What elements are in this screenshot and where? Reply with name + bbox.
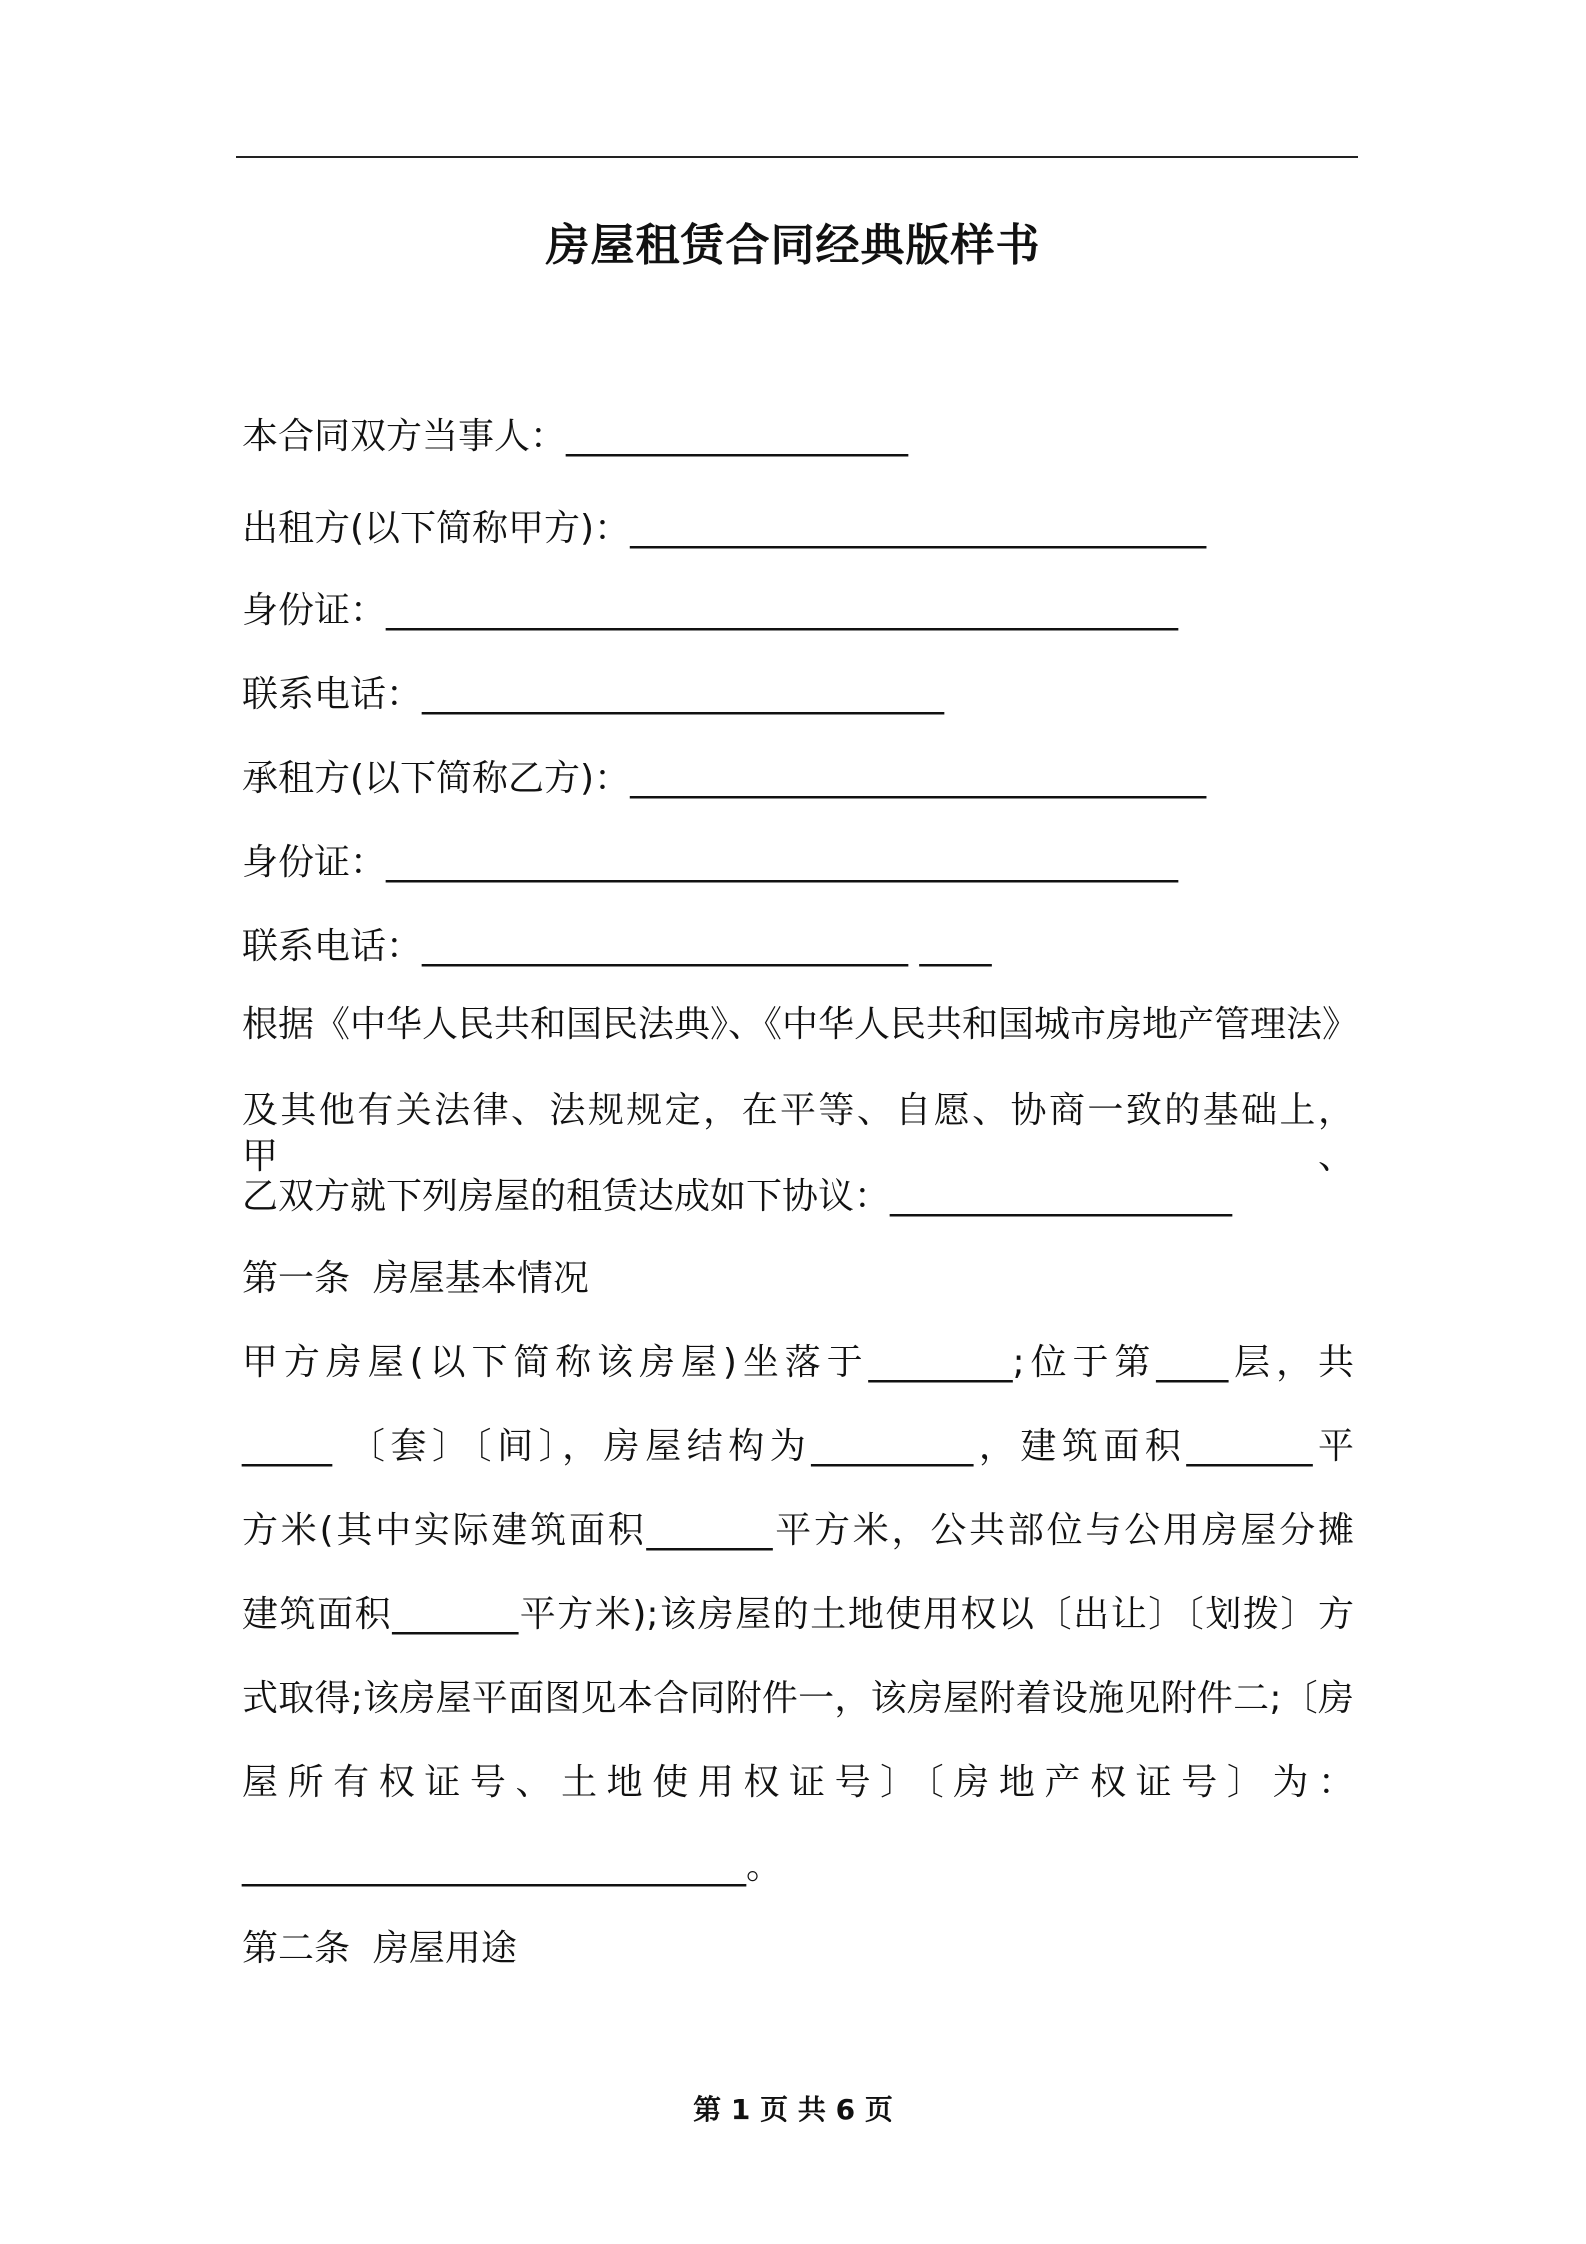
lessor-id-line: 身份证：____________________________________________: [242, 590, 1179, 631]
page-number: 第 1 页 共 6 页: [693, 2093, 893, 2126]
header-rule: [236, 156, 1358, 158]
article-1-body-line: 方米(其中实际建筑面积_______平方米，公共部位与公用房屋分摊: [242, 1510, 1354, 1551]
preamble-line: 根据《中华人民共和国民法典》、《中华人民共和国城市房地产管理法》: [242, 1004, 1359, 1045]
article-1-body-line: ____________________________。: [242, 1846, 782, 1887]
lessor-line: 出租方(以下简称甲方)：________________________________: [242, 508, 1207, 549]
article-1-body-line: 屋所有权证号、土地使用权证号〕〔房地产权证号〕为：: [242, 1762, 1354, 1803]
article-1-body-line: 甲方房屋(以下简称该房屋)坐落于________;位于第____层，共: [242, 1342, 1354, 1383]
article-1-body-line: 建筑面积_______平方米);该房屋的土地使用权以〔出让〕〔划拨〕方: [242, 1594, 1354, 1635]
article-2-heading: 第二条 房屋用途: [242, 1928, 517, 1969]
article-1-heading: 第一条 房屋基本情况: [242, 1258, 589, 1299]
preamble-line: 及其他有关法律、法规规定，在平等、自愿、协商一致的基础上，甲、: [242, 1090, 1354, 1177]
lessor-phone-line: 联系电话：_____________________________: [242, 674, 945, 715]
article-1-body-line: 式取得;该房屋平面图见本合同附件一，该房屋附着设施见附件二;〔房: [242, 1678, 1354, 1719]
lessee-id-line: 身份证：____________________________________________: [242, 842, 1179, 883]
lessee-line: 承租方(以下简称乙方)：________________________________: [242, 758, 1207, 799]
lessee-phone-line: 联系电话：___________________________ ____: [242, 926, 992, 967]
parties-line: 本合同双方当事人：___________________: [242, 416, 909, 457]
document-title: 房屋租赁合同经典版样书: [545, 220, 1041, 271]
article-1-body-line: _____ 〔套〕〔间〕，房屋结构为_________，建筑面积_______平: [242, 1426, 1354, 1467]
preamble-line: 乙双方就下列房屋的租赁达成如下协议：___________________: [242, 1176, 1233, 1217]
